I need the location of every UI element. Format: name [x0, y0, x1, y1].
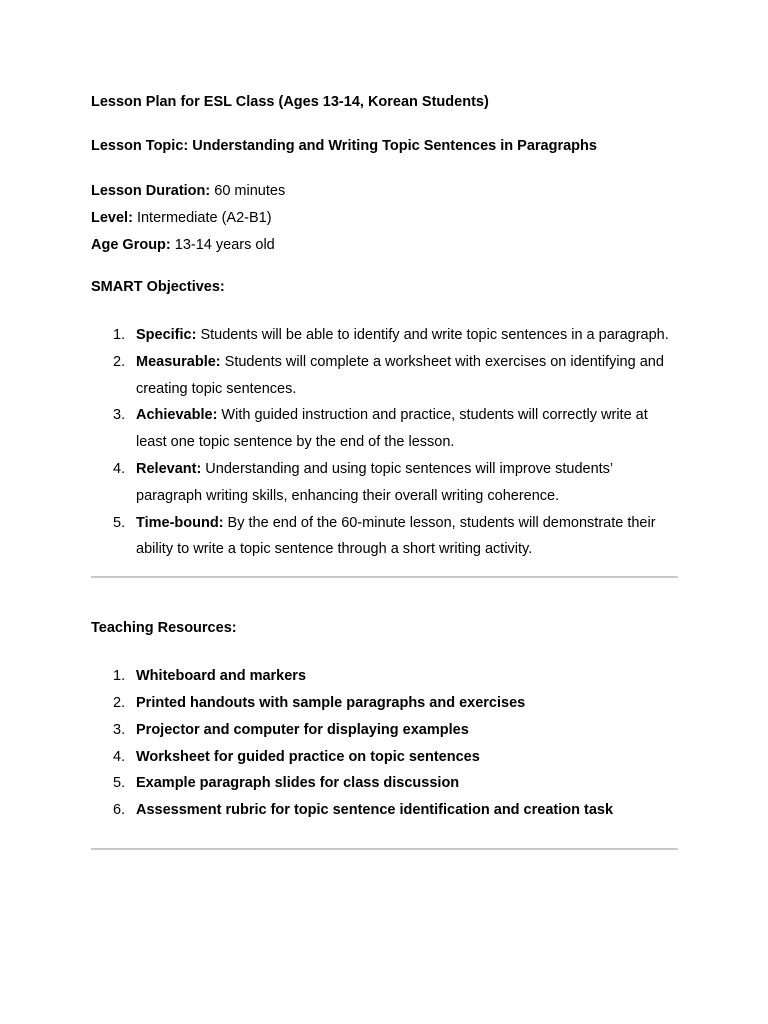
- resource-text: Worksheet for guided practice on topic sentences: [136, 748, 480, 765]
- list-number: 5.: [113, 514, 126, 531]
- list-number: 2.: [113, 353, 126, 370]
- meta-value: Intermediate (A2-B1): [132, 210, 272, 226]
- resource-text: Whiteboard and markers: [136, 668, 307, 685]
- list-number: 4.: [113, 748, 126, 765]
- list-number: 1.: [113, 668, 126, 685]
- meta-value: 60 minutes: [210, 183, 286, 199]
- resource-text: Projector and computer for displaying examples: [136, 721, 469, 738]
- list-number: 3.: [113, 721, 126, 738]
- objective-label: Time-bound:: [136, 514, 224, 531]
- list-number: 5.: [113, 775, 126, 792]
- meta-value: 13-14 years old: [170, 237, 275, 253]
- resources-heading: Teaching Resources:: [91, 620, 237, 637]
- objective-label: Measurable:: [136, 353, 221, 370]
- list-item: [91, 717, 678, 744]
- objectives-heading: SMART Objectives:: [91, 279, 225, 295]
- lesson-topic: Lesson Topic: Understanding and Writing Topic Sentences in Paragraphs: [91, 138, 597, 154]
- list-item: [91, 349, 678, 403]
- resource-text: Printed handouts with sample paragraphs and exercises: [136, 694, 526, 711]
- document-page: [91, 92, 678, 850]
- objective-text: Students will complete a worksheet with exercises on identifying and creating topic sentences.: [136, 353, 664, 397]
- objectives-list: [91, 322, 678, 563]
- resource-text: Example paragraph slides for class discussion: [136, 775, 460, 792]
- list-number: 1.: [113, 327, 126, 343]
- meta-age-group: [91, 232, 678, 259]
- objective-text: With guided instruction and practice, students will correctly write at least one topic sentence by the end of the lesson.: [136, 407, 648, 451]
- section-divider: [91, 576, 678, 578]
- lesson-meta: [91, 178, 678, 259]
- list-item: [91, 690, 678, 717]
- list-number: 3.: [113, 407, 126, 424]
- resource-text: Assessment rubric for topic sentence identification and creation task: [136, 802, 614, 819]
- objective-text: By the end of the 60-minute lesson, students will demonstrate their ability to write a topic sentence through a short writing activity.: [136, 514, 656, 558]
- objective-label: Relevant:: [136, 460, 202, 477]
- meta-label: Lesson Duration:: [91, 183, 211, 199]
- list-item: [91, 322, 678, 349]
- meta-label: Level:: [91, 210, 133, 226]
- objective-label: Specific:: [136, 327, 197, 343]
- objective-text: Understanding and using topic sentences will improve students’ paragraph writing skills, enhancing their overall writing coherence.: [136, 460, 613, 504]
- meta-duration: [91, 178, 678, 205]
- document-title: Lesson Plan for ESL Class (Ages 13-14, Korean Students): [91, 94, 489, 110]
- list-number: 6.: [113, 802, 126, 819]
- list-item: [91, 744, 678, 771]
- meta-label: Age Group:: [91, 237, 171, 253]
- list-item: [91, 402, 678, 456]
- section-divider: [91, 848, 678, 850]
- list-number: 4.: [113, 460, 126, 477]
- list-item: [91, 770, 678, 797]
- objective-label: Achievable:: [136, 407, 218, 424]
- list-item: [91, 663, 678, 690]
- objective-text: Students will be able to identify and write topic sentences in a paragraph.: [196, 327, 669, 343]
- list-number: 2.: [113, 694, 126, 711]
- resources-list: [91, 663, 678, 824]
- list-item: [91, 510, 678, 564]
- list-item: [91, 456, 678, 510]
- list-item: [91, 797, 678, 824]
- meta-level: [91, 205, 678, 232]
